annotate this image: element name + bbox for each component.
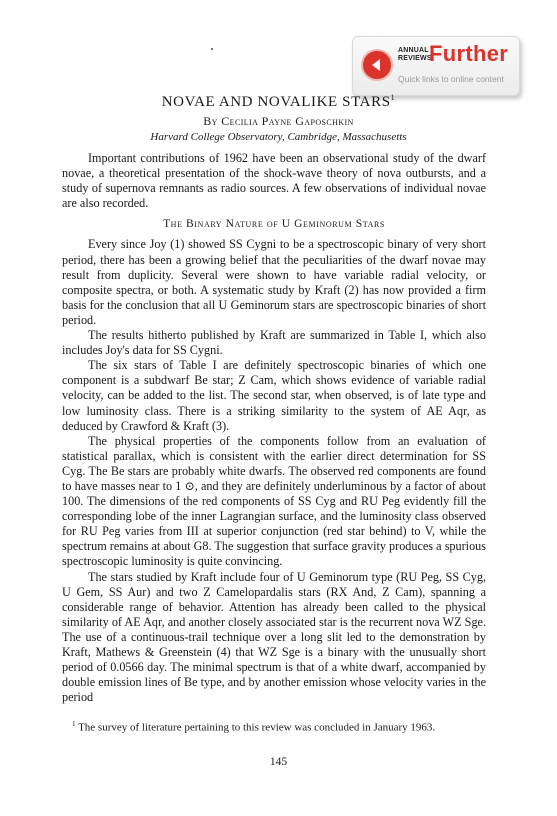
article-author: By Cecilia Payne Gaposchkin	[203, 114, 354, 128]
annual-reviews-further-badge[interactable]	[352, 36, 520, 96]
article-affiliation: Harvard College Observatory, Cambridge, Massachusetts	[150, 131, 407, 143]
badge-subtitle: Quick links to online content	[398, 74, 504, 84]
footnote	[62, 717, 486, 735]
badge-annual: ANNUAL	[398, 47, 429, 54]
body-paragraph-2: The results hitherto published by Kraft are summarized in Table I, which also includes Joy's data for SS Cygni.	[62, 328, 486, 358]
badge-reviews: REVIEWS	[398, 55, 432, 62]
article-title	[0, 93, 557, 111]
title-footnote-mark[interactable]: 1	[390, 93, 396, 102]
article-title-text: NOVAE AND NOVALIKE STARS	[161, 94, 391, 110]
page-number: 145	[269, 756, 288, 768]
annual-reviews-logo-text	[398, 47, 432, 63]
speck	[211, 48, 213, 50]
body-paragraph-1: Every since Joy (1) showed SS Cygni to be a spectroscopic binary of very short period, there has been a growing belief that the peculiarities of the dwarf novae may result from duplicity. Several were shown to have variable radial velocity, or composite spectra, or both. A systematic study by Kraft (2) has now provided a firm basis for the conclusion that all U Geminorum stars are spectroscopic binaries of short period.	[62, 237, 486, 327]
body-paragraph-3: The six stars of Table I are definitely spectroscopic binaries of which one component is a subdwarf Be star; Z Cam, which shows evidence of variable radial velocity, can be added to the list. The second star, when observed, is of late type and low luminosity class. There is a striking similarity to the system of AE Aqr, as deduced by Crawford & Kraft (3).	[62, 358, 486, 433]
body-paragraph-4: The physical properties of the components follow from an evaluation of statistical parallax, which is consistent with the earlier direct determination for SS Cyg. The Be stars are probably white dwarfs. The observed red components are found to have masses near to 1 ⊙, and they are definitely underluminous by a factor of about 100. The dimensions of the red components of SS Cyg and RU Peg evidently fill the corresponding lobe of the inner Lagrangian surface, and the luminosity class observed for RU Peg varies from III at superior conjunction (red star behind) to V, while the spectrum remains at about G8. The suggestion that surface gravity produces a spurious spectroscopic luminosity is quite convincing.	[62, 433, 486, 569]
badge-further-label: Further	[429, 41, 509, 66]
body-paragraph-5: The stars studied by Kraft include four of U Geminorum type (RU Peg, SS Cyg, U Gem, SS Aur) and two Z Camelopardalis stars (RX And, Z Cam), spanning a considerable range of behavior. Attention has already been called to the physical similarity of AE Aqr, and another closely associated star is the recurrent nova WZ Sge. The use of a continuous-trail technique over a long slit led to the demonstration by Kraft, Mathews & Greenstein (4) that WZ Sge is a binary with the unusually short period of 0.0566 day. The minimal spectrum is that of a white dwarf, accompanied by double emission lines of Be type, and by another emission whose velocity varies in the period	[62, 569, 486, 705]
back-arrow-icon	[361, 49, 393, 81]
article-body	[62, 151, 486, 705]
footnote-mark: 1	[72, 720, 76, 728]
intro-paragraph: Important contributions of 1962 have been an observational study of the dwarf novae, a theoretical presentation of the shock-wave theory of nova outbursts, and a study of supernova remnants as radio sources. A few observations of individual novae are also recorded.	[62, 151, 486, 211]
section-heading: The Binary Nature of U Geminorum Stars	[163, 218, 385, 231]
footnote-text: The survey of literature pertaining to this review was concluded in January 1963.	[78, 721, 436, 734]
